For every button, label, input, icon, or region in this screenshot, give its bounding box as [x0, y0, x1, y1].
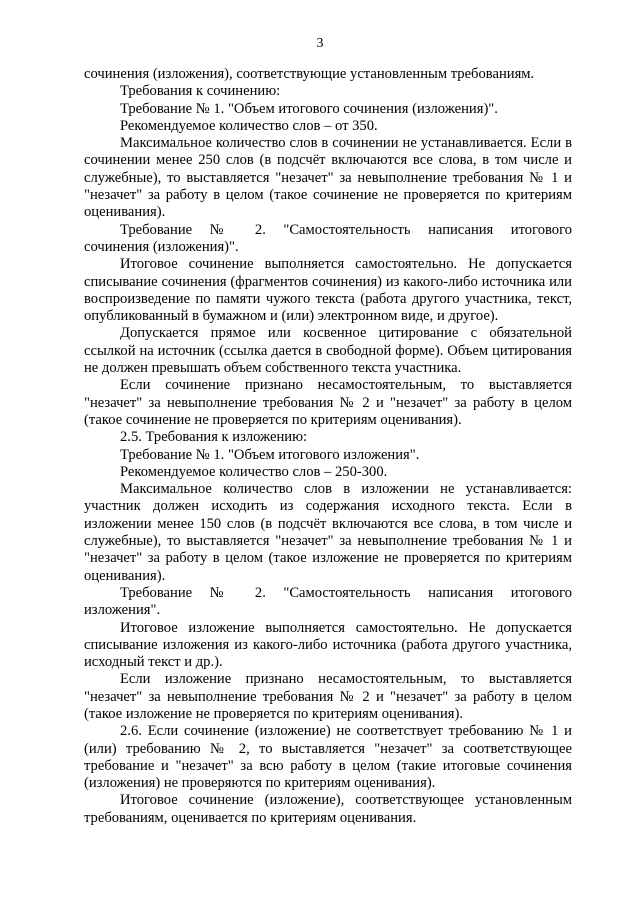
- paragraph: сочинения (изложения), соответствующие установленным требованиям.: [84, 66, 535, 82]
- paragraph: Итоговое сочинение выполняется самостоятельно. Не допускается списывание сочинения (фрагментов сочинения) из какого-либо источника или воспроизведение по памяти чужого текста (работа другого участника, текст, опубликованный в бумажном и (или) электронном виде, и другое).: [84, 256, 572, 325]
- document-body: [84, 66, 572, 827]
- paragraph: Требование № 1. "Объем итогового сочинения (изложения)".: [120, 100, 498, 117]
- paragraph: Итоговое сочинение (изложение), соответствующее установленным требованиям, оценивается по критериям оценивания.: [84, 792, 572, 826]
- paragraph: Максимальное количество слов в изложении не устанавливается: участник должен исходить из содержания исходного текста. Если в изложении менее 150 слов (в подсчёт включаются все слова, в том числе и служебные), то выставляется "незачет" за невыполнение требования № 1 и "незачет" за работу в целом (такое изложение не проверяется по критериям оценивания).: [84, 481, 572, 584]
- paragraph: 2.6. Если сочинение (изложение) не соответствует требованию № 1 и (или) требованию № 2, то выставляется "незачет" за соответствующее требование и "незачет" за всю работу в целом (такие итоговые сочинения (изложения) не проверяются по критериям оценивания).: [84, 723, 572, 792]
- paragraph: Если изложение признано несамостоятельным, то выставляется "незачет" за невыполнение требования № 2 и "незачет" за работу в целом (такое изложение не проверяется по критериям оценивания).: [84, 671, 572, 722]
- paragraph: Требование № 1. "Объем итогового изложения".: [120, 446, 420, 463]
- paragraph: Если сочинение признано несамостоятельным, то выставляется "незачет" за невыполнение требования № 2 и "незачет" за работу в целом (такое сочинение не проверяется по критериям оценивания).: [84, 377, 572, 428]
- paragraph: сочинения (изложения)".: [84, 238, 239, 255]
- paragraph: Допускается прямое или косвенное цитирование с обязательной ссылкой на источник (ссылка дается в свободной форме). Объем цитирования не должен превышать объем собственного текста участника.: [84, 325, 572, 377]
- heading-essay-requirements: Требования к сочинению:: [120, 83, 281, 100]
- page-number: 3: [316, 36, 324, 51]
- paragraph: Максимальное количество слов в сочинении не устанавливается. Если в сочинении менее 250 слов (в подсчёт включаются все слова, в том числе и служебные), то выставляется "незачет" за невыполнение требования № 1 и "незачет" за работу в целом (такое сочинение не проверяется по критериям оценивания).: [84, 135, 572, 221]
- paragraph: Рекомендуемое количество слов – от 350.: [120, 117, 378, 134]
- heading-summary-requirements: 2.5. Требования к изложению:: [120, 429, 308, 446]
- paragraph: Требование № 2. "Самостоятельность написания итогового: [120, 221, 572, 238]
- paragraph: Требование № 2. "Самостоятельность написания итогового: [120, 584, 572, 601]
- paragraph: изложения".: [84, 602, 161, 619]
- paragraph: Рекомендуемое количество слов – 250-300.: [120, 463, 388, 480]
- paragraph: Итоговое изложение выполняется самостоятельно. Не допускается списывание изложения из какого-либо источника (работа другого участника, исходный текст и др.).: [84, 619, 572, 671]
